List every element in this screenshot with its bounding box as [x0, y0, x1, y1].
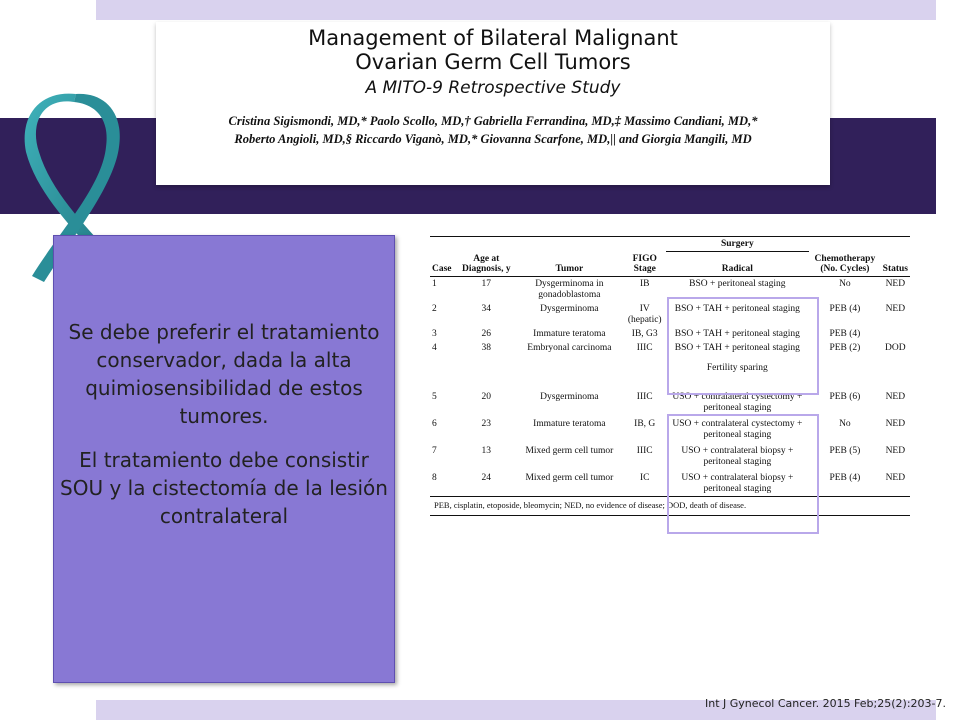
surgery-group-header: Surgery: [666, 237, 810, 252]
cell-figo: IC: [639, 472, 650, 483]
table-row: [430, 276, 910, 302]
citation: Int J Gynecol Cancer. 2015 Feb;25(2):203-7.: [704, 697, 946, 710]
cell-surgery: USO + contralateral cystectomy + peritoneal staging: [672, 418, 803, 440]
cell-tumor: Immature teratoma: [533, 328, 606, 339]
col-age: Age at Diagnosis, y: [458, 252, 515, 277]
cell-chemo: PEB (2): [829, 342, 861, 353]
fertility-sparing-label: Fertility sparing: [706, 362, 768, 373]
cell-chemo: PEB (6): [829, 391, 861, 402]
sparing-rows: [430, 388, 910, 496]
cell-case: 6: [432, 418, 437, 429]
cell-figo: IB: [639, 278, 650, 289]
cell-figo: IIIC: [636, 391, 653, 402]
paper-authors: Cristina Sigismondi, MD,* Paolo Scollo, MD,† Gabriella Ferrandina, MD,‡ Massimo Candiani, MD,* Roberto Angioli, MD,§ Riccardo Viganò, MD,* Giovanna Scarfone, MD,|| and Giorgia Mangili, MD: [228, 114, 758, 146]
col-radical: Radical: [666, 252, 810, 277]
table-row: [430, 388, 910, 415]
cell-case: 7: [432, 445, 437, 456]
table-footnote: PEB, cisplatin, etoposide, bleomycin; NED, no evidence of disease; DOD, death of disease.: [430, 496, 910, 516]
summary-callout: [53, 235, 395, 683]
table-row: [430, 469, 910, 496]
cell-age: 38: [481, 342, 492, 353]
cell-figo: IB, G: [634, 418, 656, 429]
cell-tumor: Dysgerminoma in gonadoblastoma: [535, 278, 604, 300]
cell-surgery: BSO + TAH + peritoneal staging: [674, 328, 800, 339]
cell-tumor: Mixed germ cell tumor: [525, 472, 614, 483]
cell-age: 17: [481, 278, 492, 289]
cell-case: 4: [432, 342, 437, 353]
cell-status: DOD: [885, 342, 906, 353]
cell-figo: IB, G3: [631, 328, 658, 339]
cell-chemo: PEB (5): [829, 445, 861, 456]
cell-status: [881, 327, 910, 341]
col-tumor: Tumor: [515, 252, 624, 277]
cell-tumor: Dysgerminoma: [540, 303, 599, 314]
cell-surgery: USO + contralateral biopsy + peritoneal staging: [681, 445, 794, 467]
results-table-figure: [430, 236, 910, 516]
results-table: [430, 236, 910, 496]
cell-surgery: BSO + TAH + peritoneal staging: [674, 342, 800, 353]
cell-age: 24: [481, 472, 492, 483]
col-case: Case: [430, 252, 458, 277]
cell-case: 2: [432, 303, 437, 314]
cell-age: 26: [481, 328, 492, 339]
cell-chemo: PEB (4): [829, 472, 861, 483]
col-figo: FIGO Stage: [624, 252, 666, 277]
top-stripe: [96, 0, 936, 20]
cell-case: 1: [432, 278, 437, 289]
cell-tumor: Immature teratoma: [533, 418, 606, 429]
cell-status: NED: [885, 303, 906, 314]
cell-tumor: Dysgerminoma: [540, 391, 599, 402]
cell-age: 13: [481, 445, 492, 456]
cell-status: NED: [885, 472, 906, 483]
table-row: [430, 442, 910, 469]
cell-case: 8: [432, 472, 437, 483]
col-chemo: Chemotherapy (No. Cycles): [809, 252, 881, 277]
table-row: [430, 327, 910, 341]
cell-surgery: USO + contralateral cystectomy + peritoneal staging: [672, 391, 803, 413]
cell-status: NED: [885, 445, 906, 456]
cell-surgery: USO + contralateral biopsy + peritoneal staging: [681, 472, 794, 494]
table-row: [430, 415, 910, 442]
cell-status: NED: [885, 391, 906, 402]
callout-paragraph-2: El tratamiento debe consistir SOU y la cistectomía de la lesión contralateral: [60, 448, 388, 528]
table-row: [430, 341, 910, 355]
col-status: Status: [881, 252, 910, 277]
cell-chemo: PEB (4): [829, 328, 861, 339]
cell-figo: IIIC: [636, 445, 653, 456]
radical-rows: [430, 276, 910, 355]
cell-status: NED: [885, 278, 906, 289]
cell-case: 3: [432, 328, 437, 339]
cell-surgery: BSO + TAH + peritoneal staging: [674, 303, 800, 314]
cell-chemo: No: [839, 278, 851, 289]
cell-chemo: PEB (4): [829, 303, 861, 314]
cell-figo: IV (hepatic): [627, 303, 662, 325]
paper-title-card: [156, 22, 830, 185]
cell-age: 34: [481, 303, 492, 314]
callout-paragraph-1: Se debe preferir el tratamiento conservador, dada la alta quimiosensibilidad de estos tumores.: [68, 320, 380, 428]
table-row: [430, 302, 910, 327]
cell-surgery: BSO + peritoneal staging: [689, 278, 786, 289]
paper-title: Management of Bilateral Malignant Ovarian Germ Cell Tumors: [308, 26, 678, 74]
cell-figo: IIIC: [636, 342, 653, 353]
cell-tumor: Mixed germ cell tumor: [525, 445, 614, 456]
cell-case: 5: [432, 391, 437, 402]
paper-subtitle: A MITO-9 Retrospective Study: [365, 78, 621, 98]
cell-age: 20: [481, 391, 492, 402]
cell-chemo: No: [839, 418, 851, 429]
cell-tumor: Embryonal carcinoma: [527, 342, 612, 353]
cell-age: 23: [481, 418, 492, 429]
cell-status: NED: [885, 418, 906, 429]
